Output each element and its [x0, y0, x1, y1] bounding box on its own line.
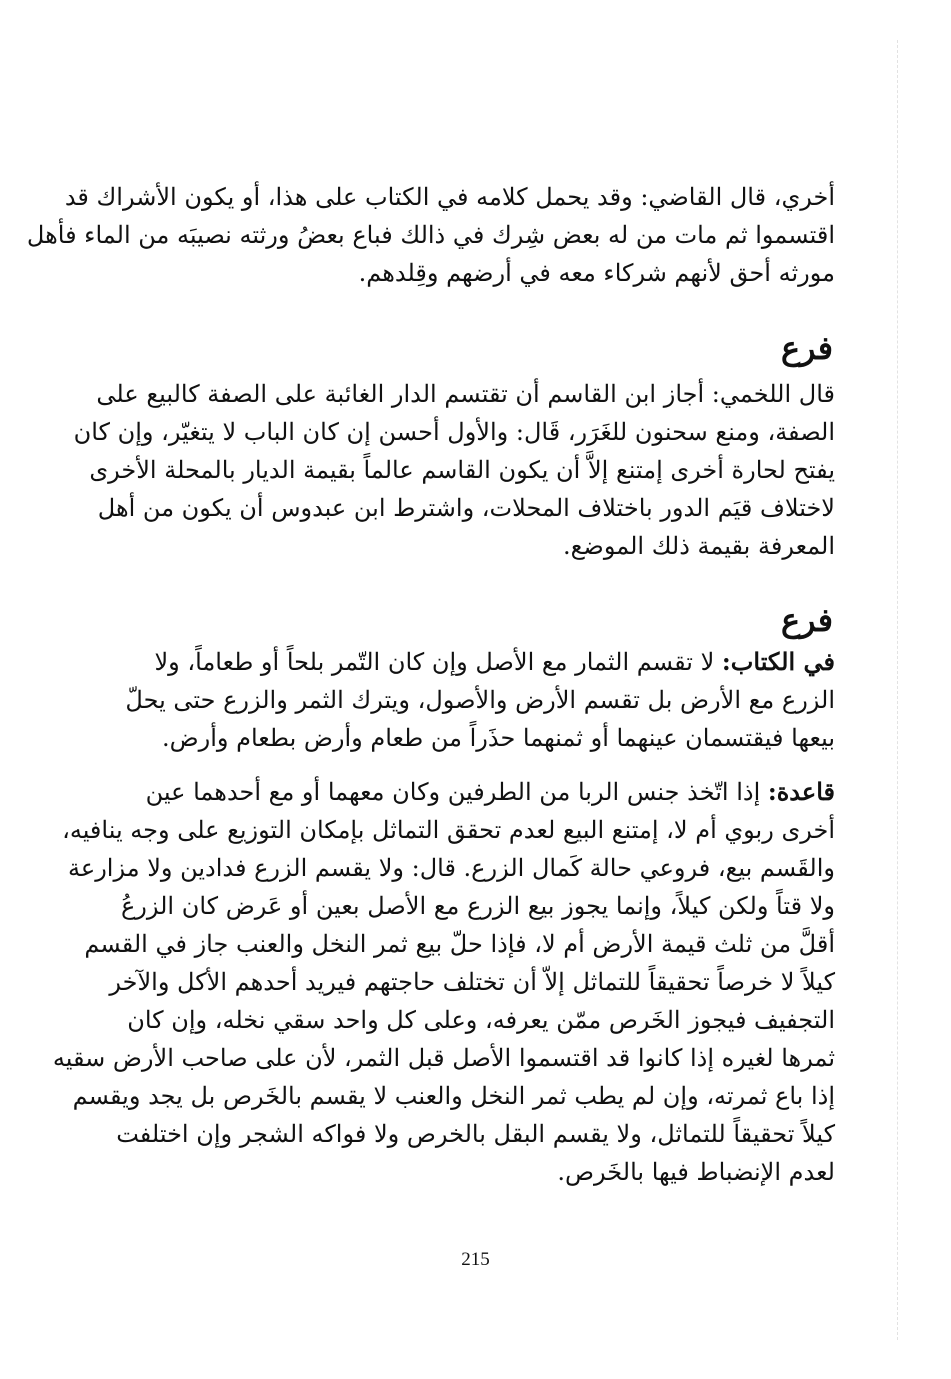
- section-heading-1: فرع: [780, 329, 833, 367]
- text-line: أخري، قال القاضي: وقد يحمل كلامه في الكتاب على هذا، أو يكون الأشراك قد: [64, 183, 835, 211]
- text-line: لعدم الإنضباط فيها بالخَرص.: [557, 1158, 835, 1186]
- line-text: إذا اتّخذ جنس الربا من الطرفين وكان معهما أو مع أحدهما عين: [145, 778, 768, 806]
- lead-term: في الكتاب:: [721, 647, 835, 676]
- text-line: أخرى ربوي أم لا، إمتنع البيع لعدم تحقق التماثل بإمكان التوزيع على وجه ينافيه،: [62, 816, 835, 844]
- page-number: 215: [461, 1249, 490, 1270]
- text-line: كيلاً لا خرصاً تحقيقاً للتماثل إلاّ أن تختلف حاجتهم فيريد أحدهم الأكل والآخر: [109, 968, 835, 996]
- text-line: والقَسم بيع، فروعي حالة كَمال الزرع. قال: ولا يقسم الزرع فدادين ولا مزارعة: [68, 854, 835, 882]
- text-line: التجفيف فيجوز الخَرص ممّن يعرفه، وعلى كل واحد سقي نخله، وإن كان: [127, 1006, 835, 1034]
- text-line: [154, 643, 835, 681]
- text-line: مورثه أحق لأنهم شركاء معه في أرضهم وقِلدهم.: [358, 259, 835, 287]
- paragraph-2: [73, 375, 835, 565]
- text-line: أقلَّ من ثلث قيمة الأرض أم لا، فإذا حلّ بيع ثمر النخل والعنب جاز في القسم: [84, 930, 835, 958]
- page-edge-divider: [897, 40, 899, 1340]
- text-line: المعرفة بقيمة ذلك الموضع.: [563, 532, 835, 560]
- section-heading-2: فرع: [780, 601, 833, 639]
- line-text: لا تقسم الثمار مع الأصل وإن كان التّمر بلحاً أو طعاماً، ولا: [154, 648, 722, 676]
- lead-term: قاعدة:: [767, 777, 835, 806]
- text-line: ثمرها لغيره إذا كانوا قد اقتسموا الأصل قبل الثمر، لأن على صاحب الأرض سقيه: [52, 1044, 835, 1072]
- text-line: بيعها فيقتسمان عينهما أو ثمنهما حذَراً من طعام وأرض بطعام وأرض.: [162, 724, 835, 752]
- text-line: لاختلاف قيَم الدور باختلاف المحلات، واشترط ابن عبدوس أن يكون من أهل: [97, 494, 835, 522]
- text-line: [145, 773, 835, 811]
- text-line: إذا باع ثمرته، وإن لم يطب ثمر النخل والعنب لا يقسم بالخَرص بل يجد ويقسم: [72, 1082, 835, 1110]
- paragraph-4: [52, 773, 835, 1191]
- text-line: الصفة، ومنع سحنون للغَرَر، قَال: والأول أحسن إن كان الباب لا يتغيّر، وإن كان: [73, 418, 835, 446]
- paragraph-1: [26, 178, 835, 292]
- paragraph-3: [125, 643, 835, 757]
- text-line: اقتسموا ثم مات من له بعض شِرك في ذالك فباع بعضُ ورثته نصيبَه من الماء فأهل: [26, 221, 835, 249]
- text-line: كيلاً تحقيقاً للتماثل، ولا يقسم البقل بالخرص ولا فواكه الشجر وإن اختلفت: [116, 1120, 835, 1148]
- text-line: قال اللخمي: أجاز ابن القاسم أن تقتسم الدار الغائبة على الصفة كالبيع على: [96, 380, 835, 408]
- text-line: ولا قتاً ولكن كيلاً، وإنما يجوز بيع الزرع مع الأصل بعين أو عَرض كان الزرعُ: [120, 892, 835, 920]
- text-line: يفتح لحارة أخرى إمتنع إلاَّ أن يكون القاسم عالماً بقيمة الديار بالمحلة الأخرى: [89, 456, 835, 484]
- text-line: الزرع مع الأرض بل تقسم الأرض والأصول، ويترك الثمر والزرع حتى يحلّ: [125, 686, 835, 714]
